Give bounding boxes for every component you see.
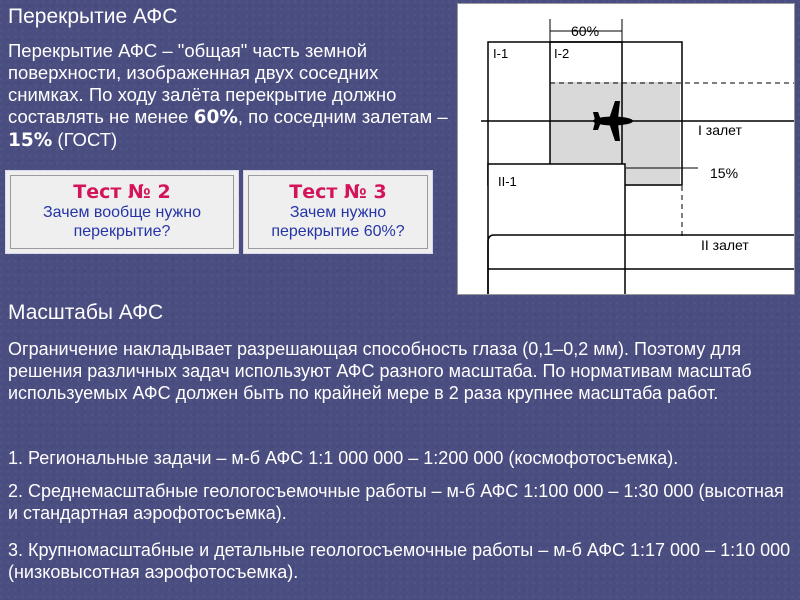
- label-15: 15%: [710, 165, 739, 181]
- label-60: 60%: [571, 23, 600, 39]
- label-zalet-2: II залет: [701, 237, 749, 253]
- test-2-inner: [10, 175, 234, 249]
- overlap-value-15: 15%: [8, 130, 53, 151]
- label-i-1: I-1: [493, 46, 509, 61]
- label-i-2: I-2: [554, 46, 570, 61]
- overlap-text-before: Перекрытие АФС – "общая" часть земной поверхности, изображенная двух соседних снимках. По ходу залёта перекрытие должно составлять не менее: [8, 40, 397, 127]
- overlap-description: [8, 40, 448, 152]
- overlap-diagram-svg: [458, 4, 794, 294]
- overlap-text-after: (ГОСТ): [52, 129, 118, 150]
- scales-item-2: 2. Среднемасштабные геологосъемочные работы – м-б АФС 1:100 000 – 1:30 000 (высотная и стандартная аэрофотосъемка).: [8, 481, 784, 523]
- test-3-box[interactable]: [243, 170, 433, 254]
- section-title-overlap: Перекрытие АФС: [8, 5, 178, 28]
- label-zalet-1: I залет: [698, 122, 742, 138]
- scales-item-3: 3. Крупномасштабные и детальные геологосъемочные работы – м-б АФС 1:17 000 – 1:10 000 (низковысотная аэрофотосъемка).: [8, 540, 791, 582]
- test-2-question: Зачем вообще нужно перекрытие?: [43, 204, 201, 240]
- test-3-inner: [248, 175, 428, 249]
- overlap-value-60: 60%: [193, 107, 238, 128]
- scales-paragraph: Ограничение накладывает разрешающая способность глаза (0,1–0,2 мм). Поэтому для решения различных задач используют АФС разного масштаба. По нормативам масштаб используемых АФС должен быть по крайней мере в 2 раза крупнее масштаба работ.: [8, 339, 752, 403]
- scales-item-1: 1. Региональные задачи – м-б АФС 1:1 000 000 – 1:200 000 (космофотосъемка).: [8, 448, 679, 468]
- test-2-box[interactable]: [5, 170, 239, 254]
- overlap-text-middle: , по соседним залетам –: [237, 106, 448, 127]
- section-title-scales: Масштабы АФС: [8, 301, 164, 324]
- label-ii-1: II-1: [498, 174, 517, 189]
- test-3-question: Зачем нужно перекрытие 60%?: [271, 204, 405, 240]
- test-3-title: Тест № 3: [289, 181, 387, 203]
- test-2-title: Тест № 2: [73, 181, 171, 203]
- overlap-diagram: [457, 3, 795, 295]
